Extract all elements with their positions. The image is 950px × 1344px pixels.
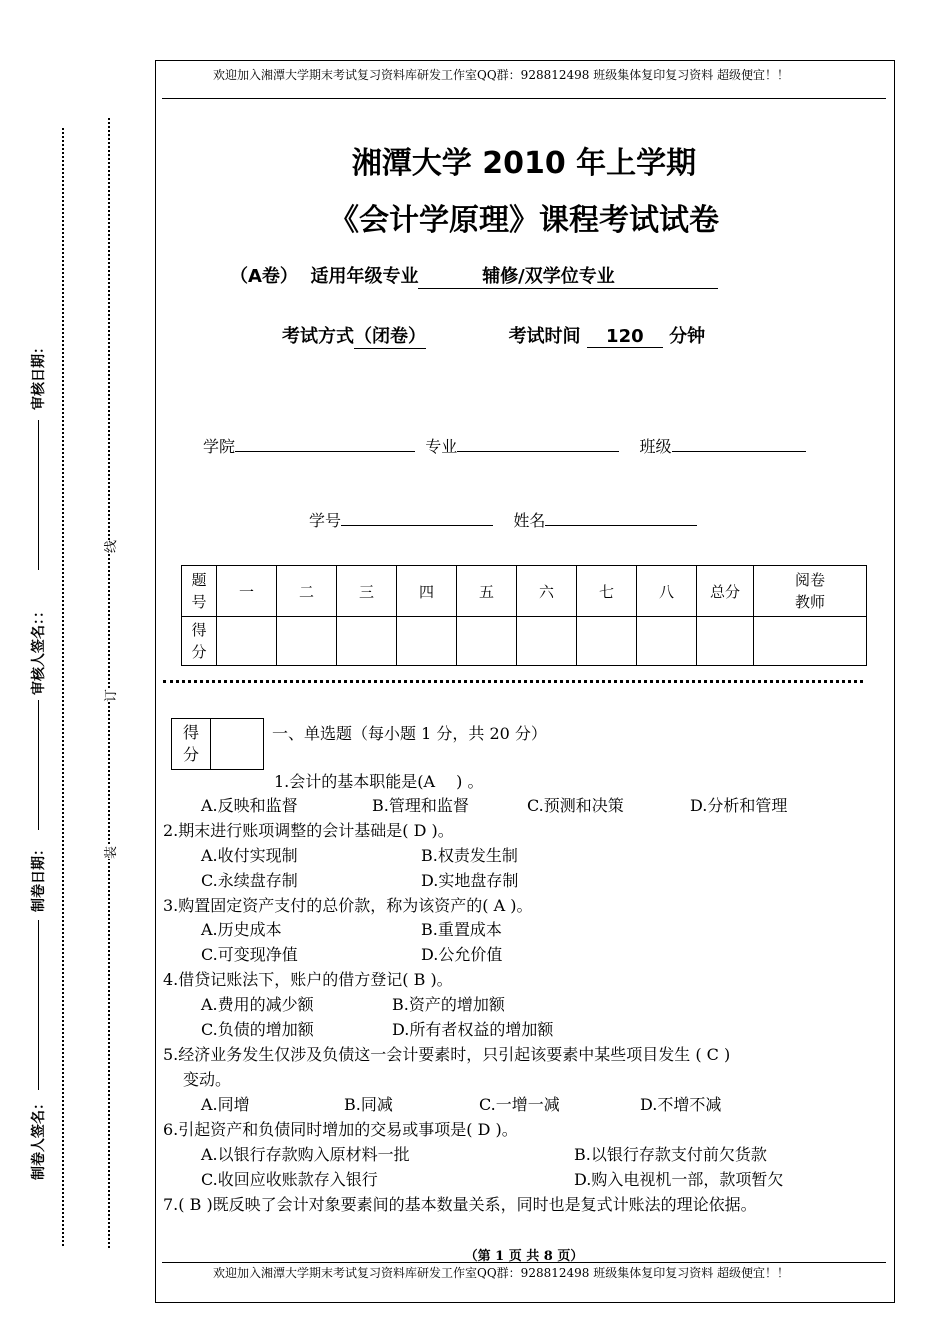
maker-sign-label: 制卷人签名： [31, 1096, 47, 1180]
q3-option-d: D.公允价值 [421, 945, 503, 964]
question-2: 2.期末进行账项调整的会计基础是( D )。 [163, 821, 454, 840]
footer-rule [162, 1262, 886, 1263]
section-score-box [171, 718, 264, 770]
score-table-head-question: 题 号 [182, 566, 217, 617]
name-field[interactable] [545, 509, 697, 526]
q1-option-a: A.反映和监督 [201, 796, 298, 815]
review-date-label: 审核日期： [31, 340, 47, 410]
cut-dotted-line [163, 680, 863, 683]
score-cell[interactable] [397, 617, 457, 666]
score-cell[interactable] [337, 617, 397, 666]
header-note: 欢迎加入湘潭大学期末考试复习资料库研发工作室QQ群：928812498 班级集体复印复习资料 超级便宜！！ [213, 68, 790, 82]
class-label: 班级 [639, 437, 672, 456]
grade-value: 辅修/双学位专业 [418, 262, 718, 289]
question-5: 5.经济业务发生仅涉及负债这一会计要素时，只引起该要素中某些项目发生 ( C ) [163, 1045, 731, 1064]
question-4: 4.借贷记账法下，账户的借方登记( B )。 [163, 970, 453, 989]
grade-label: 适用年级专业 [310, 266, 419, 287]
question-5-cont: 变动。 [183, 1070, 232, 1089]
score-cell[interactable] [457, 617, 517, 666]
score-table [181, 565, 867, 666]
binding-dotted-line-inner [108, 118, 110, 1248]
score-col: 四 [397, 566, 457, 617]
student-info-row2 [309, 508, 697, 531]
score-cell[interactable] [754, 617, 867, 666]
q6-option-a: A.以银行存款购入原材料一批 [201, 1145, 410, 1164]
q1-option-d: D.分析和管理 [690, 796, 788, 815]
exam-time-label: 考试时间 [508, 326, 581, 347]
q6-option-b: B.以银行存款支付前欠货款 [574, 1145, 767, 1164]
score-cell[interactable] [217, 617, 277, 666]
exam-title-line1: 湘潭大学 2010 年上学期 [351, 146, 697, 181]
question-1: 1.会计的基本职能是(A ) 。 [274, 772, 484, 791]
question-6: 6.引起资产和负债同时增加的交易或事项是( D )。 [163, 1120, 518, 1139]
section-score-cell[interactable] [211, 719, 264, 770]
q6-option-c: C.收回应收账款存入银行 [201, 1170, 378, 1189]
binding-char-line: 线 [100, 540, 119, 553]
q4-option-c: C.负债的增加额 [201, 1020, 314, 1039]
q5-option-a: A.同增 [201, 1095, 250, 1114]
q3-option-c: C.可变现净值 [201, 945, 298, 964]
score-col: 七 [577, 566, 637, 617]
name-label: 姓名 [513, 511, 546, 530]
college-label: 学院 [203, 437, 236, 456]
score-cell[interactable] [517, 617, 577, 666]
student-id-label: 学号 [309, 511, 342, 530]
footer-note: 欢迎加入湘潭大学期末考试复习资料库研发工作室QQ群：928812498 班级集体复印复习资料 超级便宜！！ [213, 1266, 790, 1280]
class-field[interactable] [672, 435, 806, 452]
question-3: 3.购置固定资产支付的总价款，称为该资产的( A )。 [163, 896, 533, 915]
section-score-label: 得 分 [172, 719, 211, 770]
q2-option-a: A.收付实现制 [201, 846, 298, 865]
q5-option-d: D.不增不减 [640, 1095, 722, 1114]
question-7: 7.( B )既反映了会计对象要素间的基本数量关系，同时也是复式计账法的理论依据。 [163, 1195, 757, 1214]
score-cell[interactable] [637, 617, 697, 666]
binding-dotted-line-outer [62, 128, 64, 1246]
paper-type: （A卷） [230, 266, 298, 287]
q3-option-a: A.历史成本 [201, 920, 282, 939]
college-field[interactable] [235, 435, 415, 452]
make-date-label: 制卷日期： [31, 842, 47, 912]
binding-char-bind: 装 [100, 846, 119, 859]
q4-option-b: B.资产的增加额 [392, 995, 505, 1014]
header-rule [162, 98, 886, 99]
score-col: 一 [217, 566, 277, 617]
score-cell[interactable] [697, 617, 754, 666]
score-cell[interactable] [277, 617, 337, 666]
q2-option-d: D.实地盘存制 [421, 871, 519, 890]
score-col: 二 [277, 566, 337, 617]
student-id-field[interactable] [341, 509, 493, 526]
page-number: （第 1 页 共 8 页） [464, 1249, 584, 1264]
q4-option-d: D.所有者权益的增加额 [392, 1020, 554, 1039]
score-col: 八 [637, 566, 697, 617]
score-cell[interactable] [577, 617, 637, 666]
reviewer-sign-line [38, 700, 39, 830]
major-field[interactable] [457, 435, 619, 452]
exam-time-value: 120 [587, 326, 663, 348]
q1-option-b: B.管理和监督 [372, 796, 469, 815]
exam-mode-value: （闭卷） [354, 322, 426, 349]
binding-char-order: 订 [100, 689, 119, 702]
exam-title-line2: 《会计学原理》课程考试试卷 [329, 203, 719, 238]
score-col-total: 总分 [697, 566, 754, 617]
major-label: 专业 [425, 437, 458, 456]
score-col: 三 [337, 566, 397, 617]
review-date-line [38, 420, 39, 570]
score-col-reviewer: 阅卷 教师 [754, 566, 867, 617]
reviewer-sign-label: 审核人签名：： [31, 604, 47, 695]
score-table-head-score: 得 分 [182, 617, 217, 666]
score-col: 六 [517, 566, 577, 617]
make-date-line [38, 920, 39, 1090]
q4-option-a: A.费用的减少额 [201, 995, 314, 1014]
q1-option-c: C.预测和决策 [527, 796, 624, 815]
section-title: 一、单选题（每小题 1 分，共 20 分） [272, 724, 547, 743]
q5-option-b: B.同减 [344, 1095, 393, 1114]
q2-option-b: B.权责发生制 [421, 846, 518, 865]
q3-option-b: B.重置成本 [421, 920, 502, 939]
exam-mode-line [282, 322, 705, 349]
student-info-row1 [203, 434, 806, 457]
q5-option-c: C.一增一减 [479, 1095, 560, 1114]
q6-option-d: D.购入电视机一部，款项暂欠 [574, 1170, 784, 1189]
paper-info-line [230, 262, 718, 289]
exam-time-unit: 分钟 [669, 326, 706, 347]
score-col: 五 [457, 566, 517, 617]
q2-option-c: C.永续盘存制 [201, 871, 298, 890]
exam-mode-label: 考试方式 [282, 326, 354, 347]
